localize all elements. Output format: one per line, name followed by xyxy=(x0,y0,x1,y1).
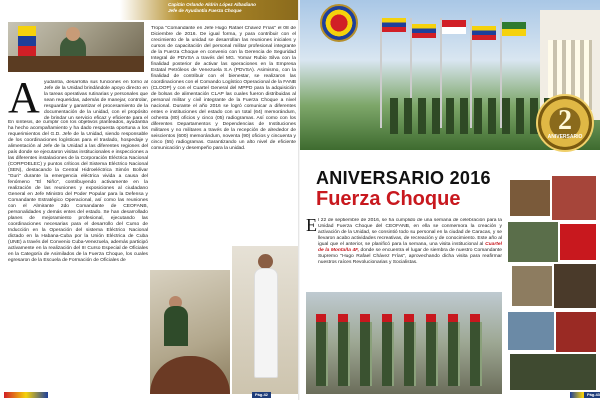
photo-collage xyxy=(506,176,598,394)
medal-label: ANIVERSARIO xyxy=(547,134,583,140)
article-col2: Tropa "Comandante en Jefe Hugo Rafael Chávez Frías" el 08 de Diciembre de 2016. De igual forma, y para contribuir con el crecimiento de la unidad se desarrollan las reuniones iniciales y cursos de capacitación del personal militar profesional integrante de la Fuerza Choque en convenio con la Gerencia de Seguridad Integral de PDVSA a través del MG. Yomar Rubio Silva con la finalidad posterior de activar las operaciones en la Empresa Estatal Petróleos de Venezuela S.A (PDVSA). Asimismo, con la finalidad de contribuir con el bienestar, se realizaron las coordinaciones con el Comando Logístico Operacional de la FANB (CLOOP) y con el Cuartel General del MPPD para la adquisición de bolsas de alimentación CLAP las cuales fueron distribuidas al personal militar y civil integrante de la Fuerza Choque a nivel nacional. Durante el año 2016 se logró comunicar a diferentes entes e instituciones del estado con un total (64) memorándum, ochenta (80) oficios y cinco (05) radiogramas. Así como con los diferentes Departamentos y Dependencias de Instituciones militares y no militares a través de la recepción de alrededor de seiscientos (600) memorándum, noventa (90) oficios y cincuenta y cinco (55) radiogramas. Garantizando un alto nivel de eficiente comunicación y desempeño para la unidad. xyxy=(151,26,296,151)
right-page xyxy=(300,0,600,400)
highlight-location: Cuartel de la Montaña 4F, xyxy=(318,242,502,253)
anniversary-body: l 22 de septiembre de 2016, se ha cumplido de una semana de celebración para la Unidad Fuerza Choque del CEOFANB, en ella se conmemora la creación y activación de la Unidad, se consintió todo su personal en la ciudad de Caracas, y se llevaron acabo actividades recreativas, de recreación y de conocimiento. Este año al igual que el anterior, se planificó para la semana, una visita institucional al Cuartel de la Montaña 4F, donde se encuentra el lugar de siembra de nuestro Comandante Supremo "Hugo Rafael Chávez Frías", aprovechando dicha visita para reafirmar nuestros raíces Revolucionarias y Socialistas. xyxy=(318,218,502,265)
author-header xyxy=(168,2,256,14)
page-number-right: Pág.43 xyxy=(584,392,600,398)
footer-logo xyxy=(4,392,48,398)
section-title: ANIVERSARIO 2016 xyxy=(316,168,491,188)
author-name: Capitán Orlando Aldrin López Albadiano xyxy=(168,2,256,7)
troops-photo xyxy=(306,292,502,394)
article-intro: yudantía, desarrolla sus funciones en torno al Jefe de la Unidad brindándole apoyo directo en la tareas operativas rutinarias y personales que sean requeridas, además de manejar, controlar, resguardar y garantizar el procesamiento de la documentación de la unidad, con el propósito de brindar un servicio eficaz y eficiente para el xyxy=(44,80,148,120)
page-number-left: Pág.42 xyxy=(252,392,271,398)
author-role: Jefe de Ayudantía Fuerza Choque xyxy=(168,8,242,13)
officer-photo xyxy=(232,246,298,394)
anniversary-medal-icon xyxy=(536,94,594,152)
section-subtitle: Fuerza Choque xyxy=(316,188,461,210)
office-photo xyxy=(8,22,144,72)
medal-number: 2 xyxy=(558,105,572,136)
drop-cap-right: E xyxy=(306,215,317,235)
unit-emblem-icon xyxy=(320,4,358,42)
meeting-photo xyxy=(150,270,230,394)
article-col1: En síntesis, de cumplir con los objetivos planteados, ayudantía ha hecho acompañamiento y ha dado respuesta oportuna a los requerimientos del G.D. Jefe de la Unidad, siendo responsable de los coordinaciones logísticas para el traslado, hospedaje y alimentación al Jefe de la Unidad a las diferentes regiones del país donde se ejecutaron visitas institucionales e inspecciones a las diferentes instalaciones de la Corporación Eléctrica Nacional (CORPOELEC) y puntos críticos del Sistema Eléctrico Nacional (SEN), destacando la Central Hidroeléctrica Simón Bolívar "Guri" durante la emergencia eléctrica vivida a causa del fenómeno "El Niño", contribuyendo activamente en la realización de las reuniones y exposiciones al ciudadano General en Jefe Ministro del Poder Popular para la Defensa y Comandante Estratégico Operacional, así como las reuniones con el Almirante 2do Comandante de CEOFANB, personalidades y demás entes del estado. Se han desarrollado planes de mejoramiento profesional, ejecutando las coordinaciones necesarias para el desarrollo del Curso de Inducción en la Operación del sistema Eléctrico Nacional dictado en la Habana-Cuba por la Unión Eléctrica de Cuba (UNE) a través del Convenio Cuba-Venezuela, además participó activamente en la realización del III Curso Especial de Oficiales en la Categoría de Asimilados de la Fuerza Choque, los cuales egresaron de la Escuela de Formación de Oficiales de xyxy=(8,120,148,263)
drop-cap: A xyxy=(8,73,40,122)
